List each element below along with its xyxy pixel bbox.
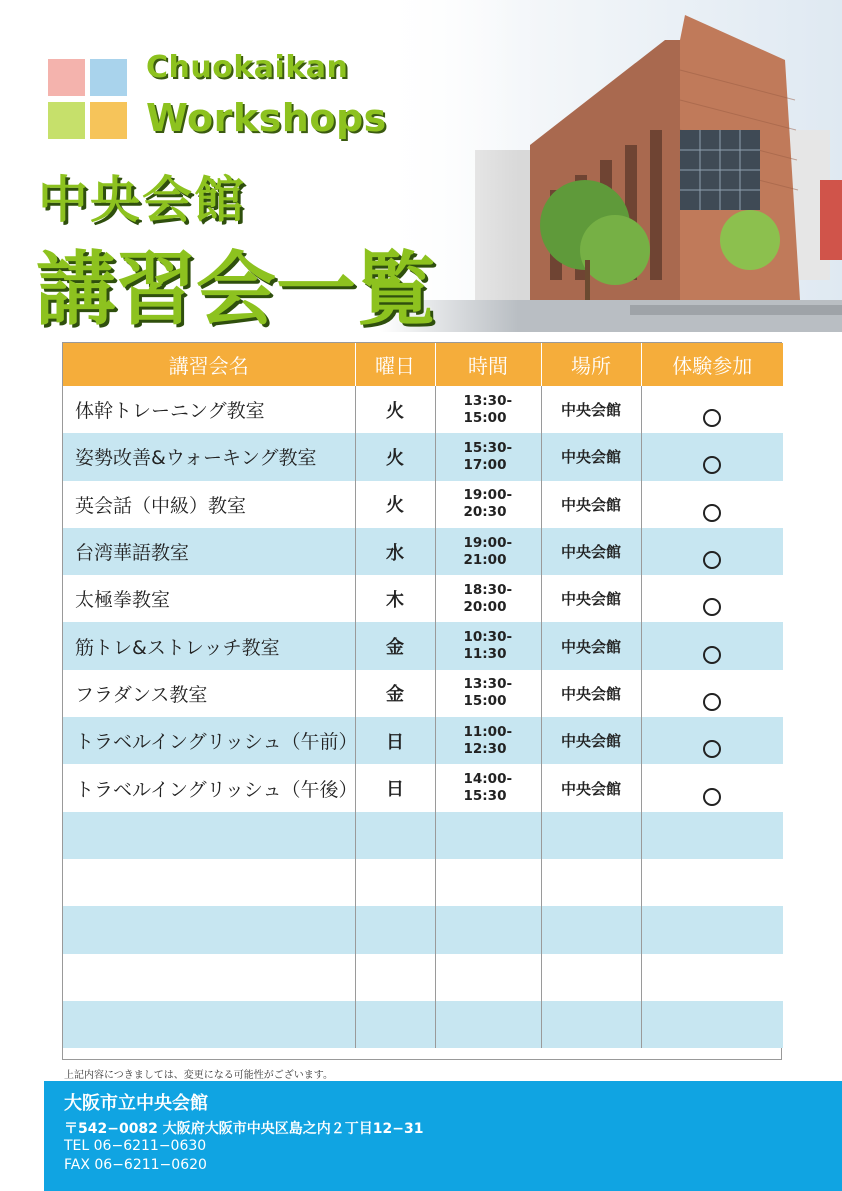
trial-available: [641, 764, 783, 811]
table-row: [63, 764, 783, 811]
logo-text-line1: Chuokaikan: [146, 50, 349, 85]
circle-mark: [703, 456, 721, 474]
time-start: 10:30-: [463, 629, 513, 646]
logo-square-green: [48, 102, 85, 139]
workshop-time: [435, 528, 541, 575]
trial-available: [641, 433, 783, 480]
time-end: 15:30: [463, 788, 507, 805]
workshop-day: 火: [355, 481, 435, 528]
workshop-name: 姿勢改善&ウォーキング教室: [63, 433, 355, 480]
circle-mark: [703, 409, 721, 427]
trial-available: [641, 717, 783, 764]
workshop-time: [435, 764, 541, 811]
page-title-line1: 中央会館: [38, 171, 246, 229]
time-start: 11:00-: [463, 723, 513, 740]
workshop-time: [435, 717, 541, 764]
workshop-name: 英会話（中級）教室: [63, 481, 355, 528]
workshop-place: 中央会館: [541, 764, 641, 811]
address: 〒542−0082 大阪府大阪市中央区島之内２丁目12−31: [64, 1121, 424, 1137]
workshop-place: 中央会館: [541, 433, 641, 480]
workshop-place: 中央会館: [541, 670, 641, 717]
time-end: 15:00: [463, 409, 507, 426]
workshop-name: トラベルイングリッシュ（午後）: [63, 764, 355, 811]
table-row: [63, 575, 783, 622]
time-start: 13:30-: [463, 676, 513, 693]
trial-available: [641, 481, 783, 528]
workshop-time: [435, 481, 541, 528]
page-title-line2: 講習会一覧: [36, 243, 436, 336]
trial-available: [641, 670, 783, 717]
workshop-day: 火: [355, 386, 435, 433]
time-start: 19:00-: [463, 534, 513, 551]
workshop-time: [435, 670, 541, 717]
workshop-place: 中央会館: [541, 528, 641, 575]
workshop-place: 中央会館: [541, 481, 641, 528]
disclaimer-note: 上記内容につきましては、変更になる可能性がございます。: [64, 1070, 333, 1081]
time-end: 20:30: [463, 504, 507, 521]
phone-number: TEL 06−6211−0630: [64, 1138, 207, 1154]
building-photo: [380, 0, 842, 332]
workshop-time: [435, 433, 541, 480]
time-end: 15:00: [463, 693, 507, 710]
workshop-time: [435, 386, 541, 433]
circle-mark: [703, 646, 721, 664]
table-header-row: [63, 343, 783, 386]
column-header-day: 曜日: [355, 343, 435, 386]
circle-mark: [703, 551, 721, 569]
circle-mark: [703, 504, 721, 522]
column-header-place: 場所: [541, 343, 641, 386]
workshop-place: 中央会館: [541, 386, 641, 433]
workshop-day: 金: [355, 670, 435, 717]
logo-square-pink: [48, 59, 85, 96]
time-end: 17:00: [463, 456, 507, 473]
trial-available: [641, 622, 783, 669]
workshop-name: フラダンス教室: [63, 670, 355, 717]
table-row: [63, 622, 783, 669]
workshop-name: 太極拳教室: [63, 575, 355, 622]
logo-squares: [48, 59, 128, 139]
workshop-table: [62, 342, 782, 1060]
footer-contact: [44, 1081, 842, 1191]
trial-available: [641, 575, 783, 622]
table-row: [63, 481, 783, 528]
table-row: [63, 528, 783, 575]
table-row: [63, 670, 783, 717]
workshop-day: 木: [355, 575, 435, 622]
organization-name: 大阪市立中央会館: [64, 1093, 208, 1114]
workshop-place: 中央会館: [541, 575, 641, 622]
time-start: 18:30-: [463, 581, 513, 598]
empty-row: [63, 906, 783, 953]
logo-text-line2: Workshops: [146, 96, 387, 140]
time-start: 19:00-: [463, 487, 513, 504]
time-end: 21:00: [463, 551, 507, 568]
table-row: [63, 386, 783, 433]
workshop-name: 体幹トレーニング教室: [63, 386, 355, 433]
workshop-day: 日: [355, 764, 435, 811]
column-header-name: 講習会名: [63, 343, 355, 386]
table-row: [63, 717, 783, 764]
workshop-time: [435, 575, 541, 622]
time-end: 20:00: [463, 598, 507, 615]
time-end: 11:30: [463, 646, 507, 663]
column-header-trial: 体験参加: [641, 343, 783, 386]
time-end: 12:30: [463, 740, 507, 757]
workshop-day: 金: [355, 622, 435, 669]
workshop-name: 台湾華語教室: [63, 528, 355, 575]
trial-available: [641, 528, 783, 575]
empty-row: [63, 1001, 783, 1048]
workshop-name: トラベルイングリッシュ（午前）: [63, 717, 355, 764]
workshop-place: 中央会館: [541, 717, 641, 764]
table-row: [63, 433, 783, 480]
logo-square-blue: [90, 59, 127, 96]
workshop-place: 中央会館: [541, 622, 641, 669]
fax-number: FAX 06−6211−0620: [64, 1157, 207, 1173]
circle-mark: [703, 740, 721, 758]
workshop-time: [435, 622, 541, 669]
workshop-day: 水: [355, 528, 435, 575]
empty-row: [63, 859, 783, 906]
empty-row: [63, 812, 783, 859]
circle-mark: [703, 693, 721, 711]
workshop-day: 火: [355, 433, 435, 480]
logo-square-orange: [90, 102, 127, 139]
circle-mark: [703, 598, 721, 616]
circle-mark: [703, 788, 721, 806]
workshop-name: 筋トレ&ストレッチ教室: [63, 622, 355, 669]
time-start: 14:00-: [463, 771, 513, 788]
time-start: 13:30-: [463, 392, 513, 409]
empty-row: [63, 954, 783, 1001]
time-start: 15:30-: [463, 439, 513, 456]
workshop-day: 日: [355, 717, 435, 764]
column-header-time: 時間: [435, 343, 541, 386]
trial-available: [641, 386, 783, 433]
